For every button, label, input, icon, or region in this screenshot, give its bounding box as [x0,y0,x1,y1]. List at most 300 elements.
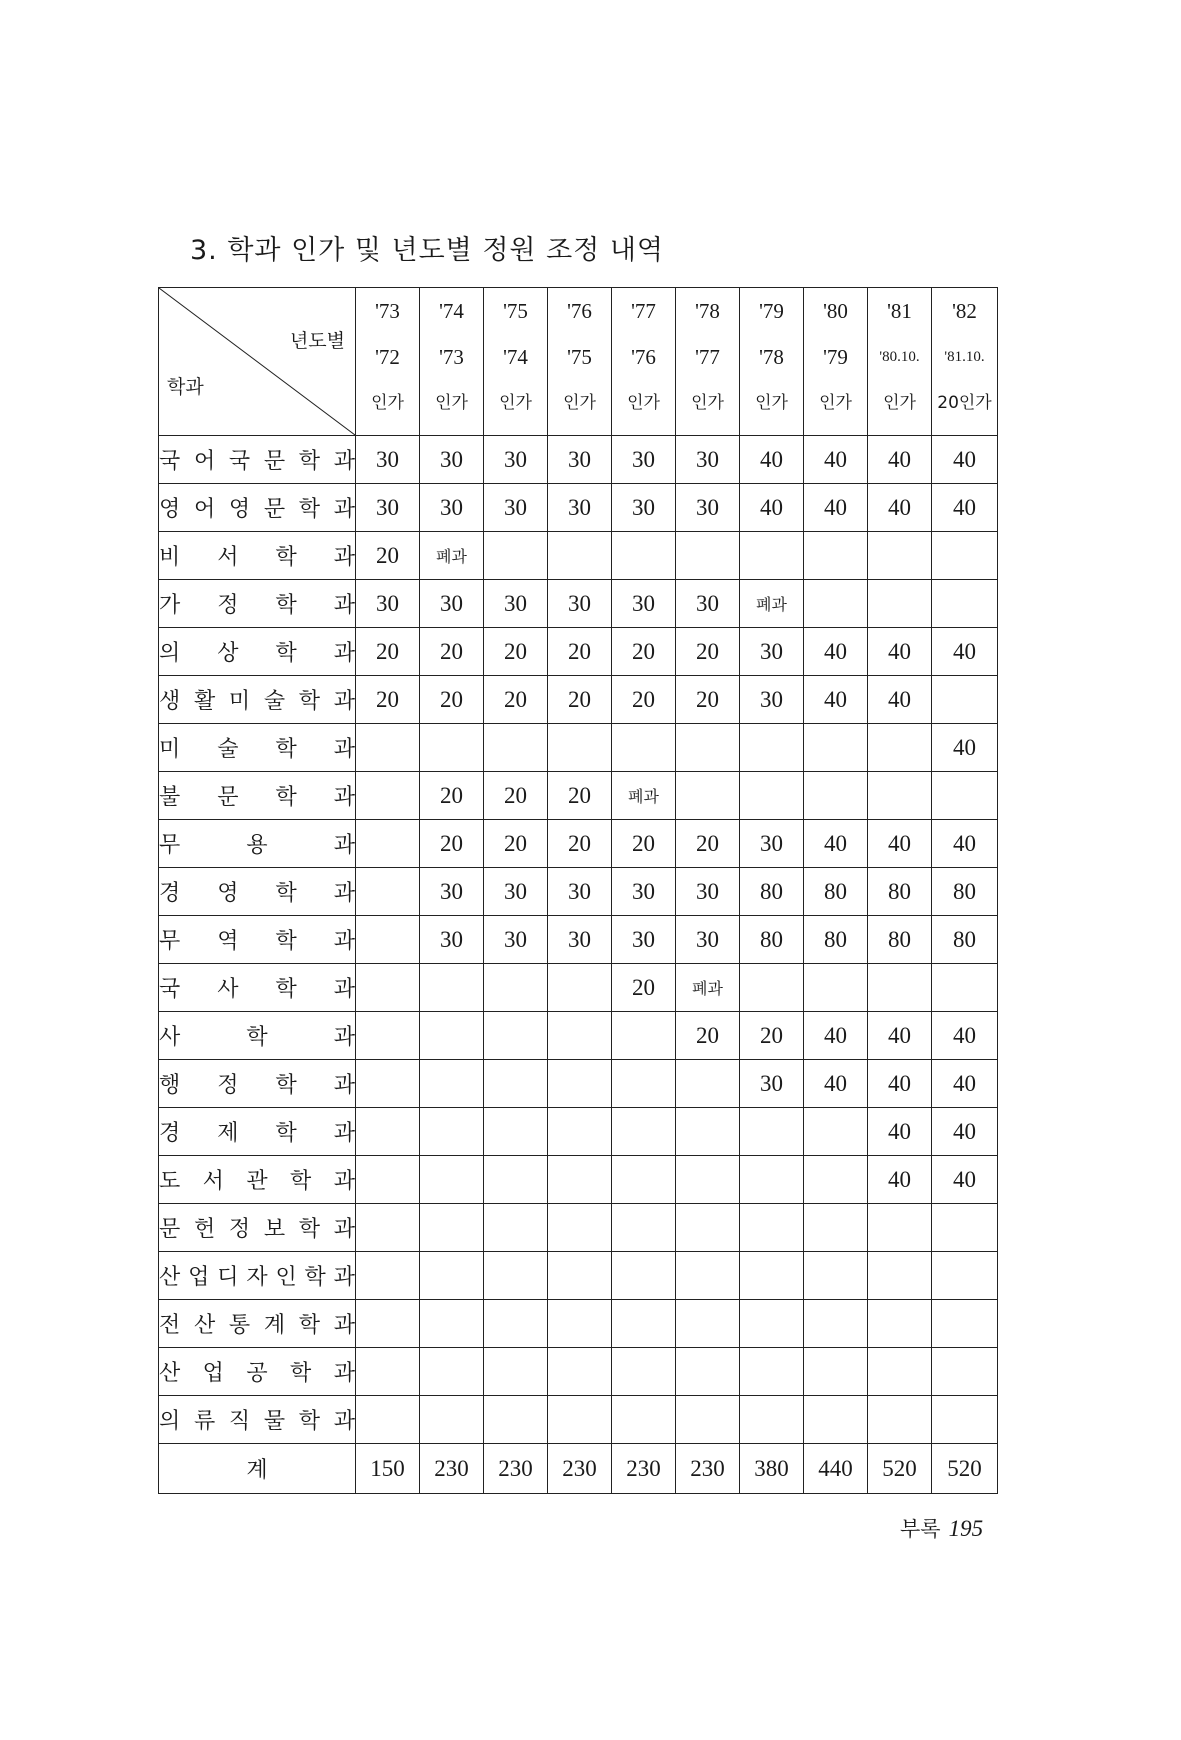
quota-cell: 40 [804,436,868,484]
table-row [159,868,998,916]
quota-cell [868,1300,932,1348]
quota-cell [484,1012,548,1060]
quota-cell [868,1204,932,1252]
quota-cell [612,1012,676,1060]
quota-cell: 30 [612,436,676,484]
quota-cell [548,1396,612,1444]
dept-name [159,1348,356,1396]
quota-cell [740,1252,804,1300]
quota-cell [356,1252,420,1300]
quota-cell [420,1108,484,1156]
year-header-prev: '79 [823,345,848,369]
dept-label: 문 헌 정 보 학 과 [159,1217,355,1242]
quota-cell: 40 [932,1012,998,1060]
table-row [159,1060,998,1108]
quota-cell [548,724,612,772]
quota-cell: 40 [932,724,998,772]
quota-cell: 30 [548,580,612,628]
quota-cell [932,1204,998,1252]
year-header-prev: '81.10. [944,349,985,365]
quota-cell [804,1156,868,1204]
quota-cell [932,1396,998,1444]
quota-cell: 40 [804,676,868,724]
year-header-auth: 인가 [627,393,660,413]
quota-cell [356,1060,420,1108]
table-row [159,436,998,484]
year-header-prev: '76 [631,345,656,369]
year-header-year: '75 [503,299,528,323]
table-row [159,676,998,724]
year-header-auth: 인가 [371,393,404,413]
quota-cell: 폐과 [612,772,676,820]
table-row [159,916,998,964]
quota-cell [868,724,932,772]
quota-cell [804,772,868,820]
quota-cell: 40 [868,676,932,724]
year-header-year: '77 [631,299,656,323]
quota-cell: 20 [612,628,676,676]
quota-cell [868,772,932,820]
dept-name [159,868,356,916]
quota-cell: 30 [740,676,804,724]
quota-cell: 30 [740,820,804,868]
quota-cell: 40 [868,1108,932,1156]
quota-cell: 20 [420,772,484,820]
total-cell: 380 [740,1444,804,1494]
dept-label: 영 어 영 문 학 과 [159,497,355,522]
dept-name [159,1156,356,1204]
quota-cell [676,1060,740,1108]
dept-name [159,1060,356,1108]
quota-cell [932,964,998,1012]
dept-label: 경 영 학 과 [159,881,355,906]
quota-cell [484,532,548,580]
quota-cell: 40 [804,1060,868,1108]
quota-cell [548,1300,612,1348]
total-cell: 520 [932,1444,998,1494]
quota-cell [612,1204,676,1252]
year-header-auth: 인가 [883,393,916,413]
dept-label: 산 업 디 자 인 학 과 [159,1265,355,1290]
dept-name [159,772,356,820]
quota-cell: 20 [548,772,612,820]
quota-cell: 40 [868,1060,932,1108]
quota-cell [484,1204,548,1252]
quota-cell [868,580,932,628]
dept-name [159,532,356,580]
footer-label: 부록 [900,1517,941,1541]
year-header-year: '74 [439,299,464,323]
total-label: 계 [159,1444,356,1494]
total-cell: 230 [548,1444,612,1494]
corner-year-label: 년도별 [289,330,345,352]
quota-cell: 30 [676,580,740,628]
quota-cell: 40 [868,820,932,868]
quota-cell: 40 [868,628,932,676]
quota-cell: 30 [420,484,484,532]
quota-cell [740,1204,804,1252]
quota-cell [420,1252,484,1300]
year-header [484,288,548,436]
quota-cell [804,1300,868,1348]
year-header [612,288,676,436]
quota-cell: 30 [420,436,484,484]
quota-cell [548,1108,612,1156]
table-body [159,436,998,1494]
table-row [159,1348,998,1396]
quota-cell: 40 [932,1060,998,1108]
table-row [159,772,998,820]
quota-cell [612,1060,676,1108]
quota-cell: 30 [420,580,484,628]
quota-cell [612,532,676,580]
quota-cell [548,1348,612,1396]
quota-cell: 20 [676,628,740,676]
quota-cell: 30 [420,868,484,916]
quota-cell: 40 [932,436,998,484]
year-header-year: '78 [695,299,720,323]
dept-name [159,916,356,964]
quota-cell [676,532,740,580]
quota-cell [804,964,868,1012]
quota-cell: 40 [932,820,998,868]
quota-cell [356,724,420,772]
dept-label: 의 류 직 물 학 과 [159,1409,355,1434]
quota-cell: 80 [932,916,998,964]
quota-cell [484,1396,548,1444]
page-footer [900,1513,983,1543]
quota-cell: 40 [804,1012,868,1060]
quota-cell [484,1060,548,1108]
dept-name [159,1396,356,1444]
dept-name [159,628,356,676]
dept-name [159,964,356,1012]
year-header-prev: '74 [503,345,528,369]
quota-cell [548,532,612,580]
year-header-year: '82 [952,299,977,323]
quota-cell [804,724,868,772]
quota-cell: 80 [868,916,932,964]
quota-cell: 30 [676,916,740,964]
quota-cell [420,1348,484,1396]
quota-cell: 20 [548,676,612,724]
quota-cell [356,1108,420,1156]
year-header-year: '79 [759,299,784,323]
quota-cell [484,1108,548,1156]
quota-cell [676,1108,740,1156]
year-header-year: '81 [887,299,912,323]
quota-cell [740,1108,804,1156]
quota-cell: 30 [612,580,676,628]
year-header-auth: 인가 [755,393,788,413]
quota-cell [420,1060,484,1108]
year-header-auth: 20인가 [937,393,992,413]
dept-label: 무 역 학 과 [159,929,355,954]
year-header-prev: '75 [567,345,592,369]
quota-cell: 30 [740,1060,804,1108]
quota-cell [676,772,740,820]
quota-cell [932,1300,998,1348]
table-row [159,1108,998,1156]
quota-cell: 30 [612,916,676,964]
page-number: 195 [948,1516,984,1541]
year-header-prev: '78 [759,345,784,369]
quota-cell [548,964,612,1012]
quota-cell [356,916,420,964]
quota-cell [932,580,998,628]
quota-cell: 40 [932,484,998,532]
quota-cell: 30 [484,868,548,916]
quota-cell [804,1348,868,1396]
year-header-auth: 인가 [691,393,724,413]
quota-cell [484,724,548,772]
year-header [932,288,998,436]
dept-label: 가 정 학 과 [159,593,355,618]
quota-cell: 폐과 [740,580,804,628]
dept-label: 도 서 관 학 과 [159,1169,355,1194]
dept-name [159,580,356,628]
quota-cell: 20 [356,532,420,580]
table-row [159,1300,998,1348]
quota-cell: 20 [612,820,676,868]
year-header [420,288,484,436]
dept-label: 비 서 학 과 [159,545,355,570]
quota-cell [612,1396,676,1444]
quota-cell: 80 [868,868,932,916]
quota-cell [548,1156,612,1204]
quota-cell: 40 [868,436,932,484]
table-row [159,532,998,580]
quota-cell [356,1156,420,1204]
quota-cell [612,1156,676,1204]
dept-label: 불 문 학 과 [159,785,355,810]
diagonal-divider [159,288,355,435]
table-row [159,820,998,868]
year-header-prev: '73 [439,345,464,369]
quota-cell: 20 [484,628,548,676]
quota-cell: 40 [740,484,804,532]
dept-name [159,484,356,532]
quota-cell: 30 [548,916,612,964]
total-cell: 440 [804,1444,868,1494]
quota-cell: 40 [932,1108,998,1156]
dept-label: 경 제 학 과 [159,1121,355,1146]
total-cell: 150 [356,1444,420,1494]
quota-cell: 30 [548,868,612,916]
quota-cell: 80 [804,916,868,964]
page-title: 3. 학과 인가 및 년도별 정원 조정 내역 [190,235,664,266]
year-header [804,288,868,436]
year-header-year: '73 [375,299,400,323]
quota-cell: 20 [484,772,548,820]
quota-cell: 30 [420,916,484,964]
quota-cell: 30 [484,580,548,628]
quota-cell [740,532,804,580]
quota-cell [868,964,932,1012]
quota-cell: 20 [484,820,548,868]
quota-cell: 40 [868,1012,932,1060]
quota-cell: 20 [612,964,676,1012]
quota-cell [548,1060,612,1108]
quota-cell: 20 [420,676,484,724]
year-header-auth: 인가 [435,393,468,413]
quota-cell [356,1300,420,1348]
quota-cell [868,532,932,580]
quota-cell: 40 [932,1156,998,1204]
quota-cell [356,1204,420,1252]
year-header [548,288,612,436]
quota-cell [740,964,804,1012]
quota-cell: 20 [612,676,676,724]
dept-name [159,676,356,724]
quota-cell: 40 [804,820,868,868]
dept-label: 국 사 학 과 [159,977,355,1002]
quota-cell [740,772,804,820]
quota-cell: 30 [356,580,420,628]
year-header-prev: '77 [695,345,720,369]
quota-cell: 80 [740,868,804,916]
quota-cell: 20 [548,820,612,868]
quota-cell [868,1396,932,1444]
dept-label: 생 활 미 술 학 과 [159,689,355,714]
quota-cell [420,1396,484,1444]
quota-cell: 30 [612,868,676,916]
quota-cell [676,1156,740,1204]
year-header-year: '76 [567,299,592,323]
quota-cell [804,1252,868,1300]
quota-cell: 40 [932,628,998,676]
quota-cell [740,1300,804,1348]
year-header-prev: '72 [375,345,400,369]
quota-cell [420,1012,484,1060]
quota-cell: 80 [804,868,868,916]
quota-cell: 20 [484,676,548,724]
quota-cell [676,1252,740,1300]
quota-cell [868,1348,932,1396]
quota-cell [676,1204,740,1252]
quota-cell [932,1252,998,1300]
total-cell: 230 [484,1444,548,1494]
quota-cell [740,1348,804,1396]
year-header-auth: 인가 [563,393,596,413]
dept-name [159,436,356,484]
quota-cell: 30 [484,916,548,964]
total-cell: 520 [868,1444,932,1494]
dept-name [159,820,356,868]
table-row [159,1156,998,1204]
quota-cell: 30 [676,868,740,916]
year-header [356,288,420,436]
quota-cell [356,772,420,820]
year-header [676,288,740,436]
quota-cell: 40 [868,1156,932,1204]
quota-cell [420,1300,484,1348]
dept-label: 산 업 공 학 과 [159,1361,355,1386]
quota-cell [804,1396,868,1444]
quota-cell: 30 [356,436,420,484]
year-header-auth: 인가 [499,393,532,413]
quota-cell [804,532,868,580]
quota-cell: 30 [484,484,548,532]
quota-cell [740,724,804,772]
year-header [868,288,932,436]
header-row [159,288,998,436]
quota-cell [612,724,676,772]
dept-name [159,1204,356,1252]
quota-cell [356,1348,420,1396]
quota-cell [420,724,484,772]
quota-cell: 폐과 [420,532,484,580]
dept-name [159,1012,356,1060]
quota-cell: 20 [676,820,740,868]
quota-cell [740,1156,804,1204]
quota-cell: 30 [740,628,804,676]
total-cell: 230 [612,1444,676,1494]
table-row [159,1204,998,1252]
quota-cell [676,1348,740,1396]
dept-label: 전 산 통 계 학 과 [159,1313,355,1338]
dept-name [159,724,356,772]
quota-cell [484,964,548,1012]
year-header [740,288,804,436]
table-row [159,484,998,532]
quota-cell [612,1300,676,1348]
quota-cell [932,1348,998,1396]
quota-cell [804,580,868,628]
dept-name [159,1108,356,1156]
year-header-year: '80 [823,299,848,323]
quota-cell [612,1252,676,1300]
dept-name [159,1300,356,1348]
quota-cell [356,1012,420,1060]
quota-cell [868,1252,932,1300]
quota-cell [740,1396,804,1444]
table-row [159,628,998,676]
total-cell: 230 [420,1444,484,1494]
quota-cell: 20 [676,676,740,724]
dept-label: 사 학 과 [159,1025,355,1050]
table-row [159,1396,998,1444]
quota-cell: 80 [932,868,998,916]
quota-cell: 폐과 [676,964,740,1012]
year-header-prev: '80.10. [879,349,920,365]
quota-cell [612,1108,676,1156]
quota-cell: 30 [548,484,612,532]
quota-cell [356,868,420,916]
quota-cell: 30 [548,436,612,484]
table-row [159,724,998,772]
quota-cell: 30 [676,436,740,484]
table-row [159,964,998,1012]
quota-cell: 20 [676,1012,740,1060]
quota-cell: 20 [740,1012,804,1060]
quota-cell [356,964,420,1012]
quota-cell [484,1156,548,1204]
quota-cell: 30 [356,484,420,532]
dept-label: 무 용 과 [159,833,355,858]
quota-cell [932,676,998,724]
quota-cell: 20 [548,628,612,676]
quota-cell [420,964,484,1012]
quota-cell [804,1108,868,1156]
quota-cell [484,1348,548,1396]
total-row [159,1444,998,1494]
dept-label: 행 정 학 과 [159,1073,355,1098]
quota-cell [804,1204,868,1252]
quota-cell [548,1012,612,1060]
quota-cell [420,1156,484,1204]
quota-cell [356,1396,420,1444]
